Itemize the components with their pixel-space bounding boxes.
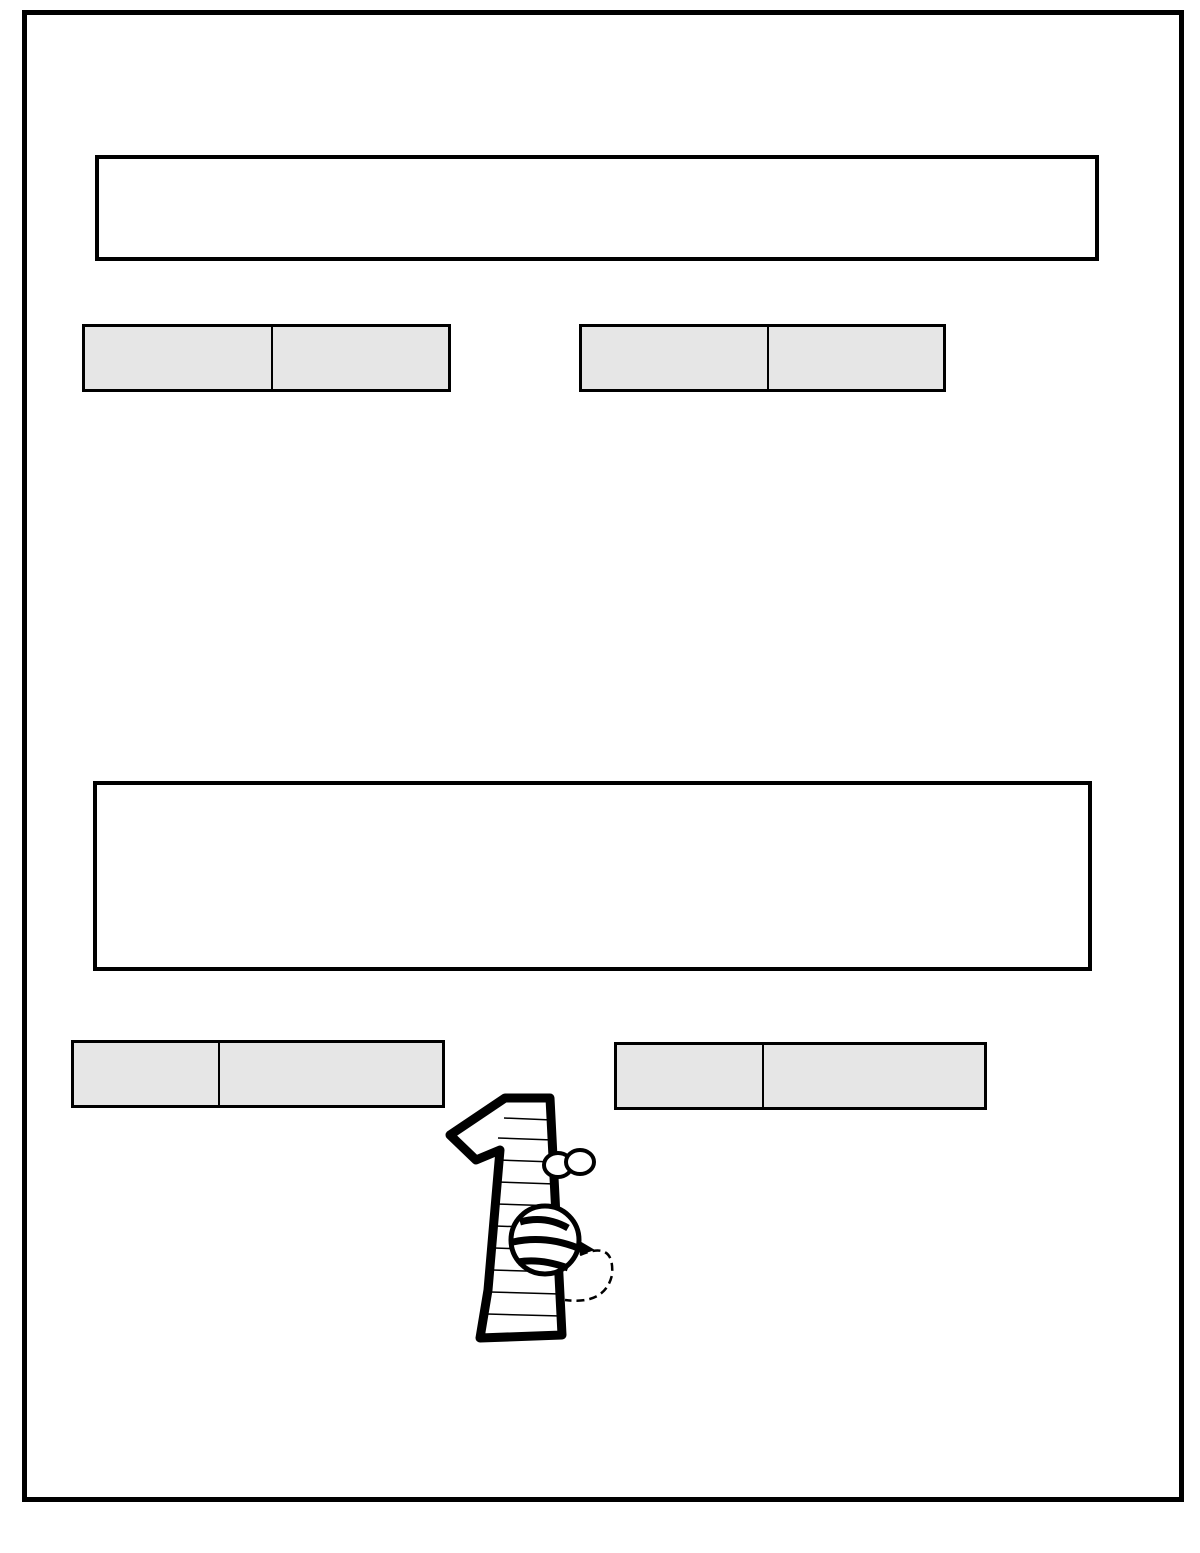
header-decimal — [616, 1044, 764, 1109]
header-decimal — [768, 326, 945, 391]
number-one-bee-illustration — [440, 1090, 625, 1350]
decimal-to-fraction-note — [93, 781, 1092, 971]
header-fraction — [84, 326, 273, 391]
header-decimal — [272, 326, 450, 391]
intro-box — [95, 155, 1099, 261]
fraction-to-decimal-table-left — [82, 324, 451, 392]
header-decimal — [73, 1042, 220, 1107]
header-fraction — [581, 326, 769, 391]
decimal-to-fraction-table-right — [614, 1042, 987, 1110]
header-fraction — [219, 1042, 444, 1107]
header-fraction — [763, 1044, 986, 1109]
decimal-to-fraction-table-left — [71, 1040, 445, 1108]
fraction-to-decimal-table-right — [579, 324, 946, 392]
